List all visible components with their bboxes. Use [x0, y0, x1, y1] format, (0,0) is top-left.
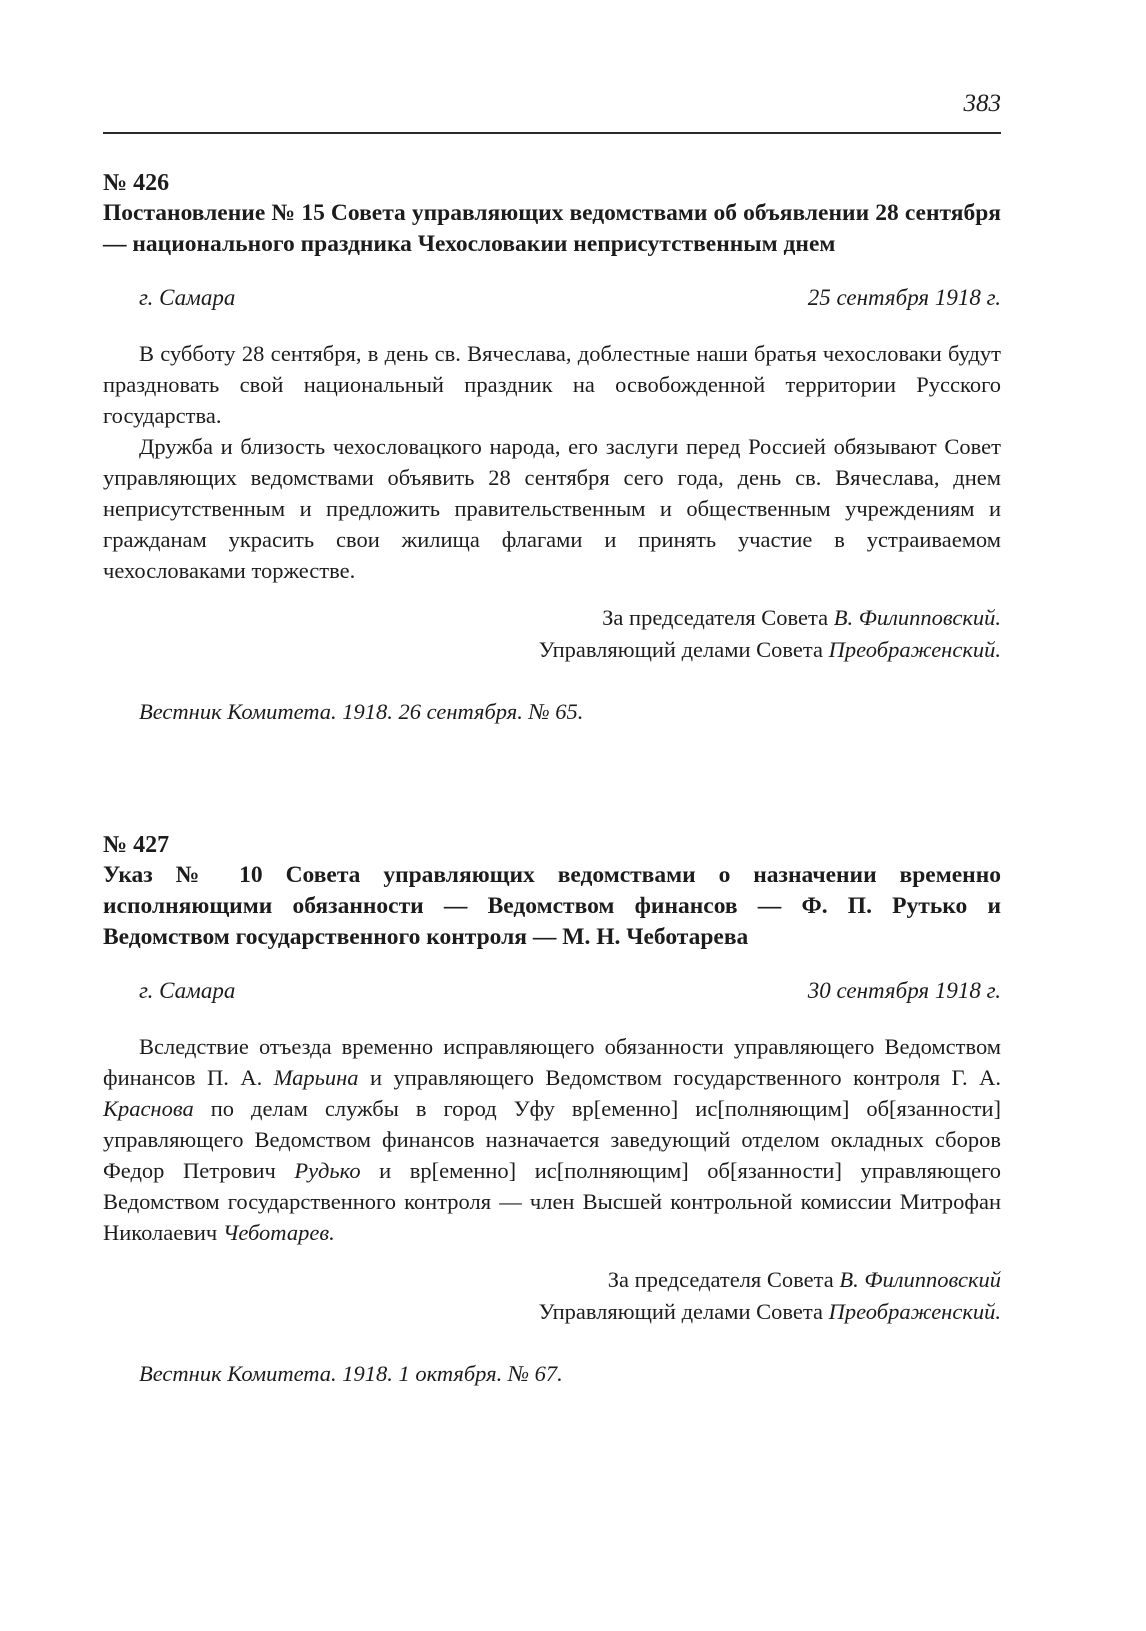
- signature-line: [103, 602, 1001, 634]
- body-paragraph: В субботу 28 сентября, в день св. Вячеслава, доблестные наши братья чехословаки будут праздновать свой национальный праздник на освобожденной территории Русского государства.: [103, 341, 1001, 428]
- source-citation: Вестник Комитета. 1918. 26 сентября. № 65.: [139, 699, 584, 724]
- place-date-line: [103, 975, 1001, 1007]
- book-page: [103, 0, 1001, 1631]
- person-name: Чеботарев.: [222, 1220, 335, 1245]
- signature-name: Преображенский.: [828, 1299, 1001, 1324]
- signature-name: В. Филипповский.: [833, 605, 1001, 630]
- text-run: и управляющего Ведомством государственного контроля Г. А.: [358, 1065, 1001, 1090]
- document-number: № 426: [103, 170, 170, 196]
- document-body: [103, 338, 1001, 586]
- body-paragraph: [103, 1031, 1001, 1248]
- signature-line: [103, 1296, 1001, 1328]
- document-426: [103, 168, 1001, 728]
- person-name: Рудько: [294, 1158, 361, 1183]
- page-number: 383: [963, 90, 1001, 117]
- document-place: г. Самара: [139, 285, 236, 310]
- signature-role: Управляющий делами Совета: [538, 637, 823, 662]
- signature-role: Управляющий делами Совета: [538, 1299, 823, 1324]
- signature-name: Преображенский.: [828, 637, 1001, 662]
- signature-role: За председателя Совета: [602, 605, 829, 630]
- signature-line: [103, 634, 1001, 666]
- signature-block: [103, 1264, 1001, 1328]
- source-citation: Вестник Комитета. 1918. 1 октября. № 67.: [139, 1361, 563, 1386]
- person-name: Марьина: [273, 1065, 359, 1090]
- signature-role: За председателя Совета: [607, 1267, 834, 1292]
- text-run: Вследствие отъезда временно исправляющего обязанности управляющего Ведомством финансов П. А.: [103, 1034, 1001, 1090]
- document-number: № 427: [103, 832, 170, 858]
- document-date: 25 сентября 1918 г.: [807, 285, 1001, 310]
- document-date: 30 сентября 1918 г.: [807, 978, 1001, 1003]
- signature-name: В. Филипповский: [839, 1267, 1001, 1292]
- signature-block: [103, 602, 1001, 666]
- running-head: [103, 88, 1001, 134]
- document-title: Постановление № 15 Совета управляющих ведомствами об объявлении 28 сентября — национального праздника Чехословакии неприсутственным днем: [103, 200, 1001, 257]
- place-date-line: [103, 282, 1001, 314]
- document-body: [103, 1031, 1001, 1248]
- text-run: и вр[еменно] ис[полняющим] об[язанности] управляющего Ведомством государственного контроля — член Высшей контрольной комиссии Митрофан Николаевич: [103, 1158, 1001, 1245]
- body-paragraph: Дружба и близость чехословацкого народа, его заслуги перед Россией обязывают Совет управляющих ведомствами объявить 28 сентября сего года, день св. Вячеслава, днем неприсутственным и предложить правительственным и общественным учреждениям и гражданам украсить свои жилища флагами и принять участие в устраиваемом чехословаками торжестве.: [103, 434, 1001, 583]
- document-place: г. Самара: [139, 978, 236, 1003]
- text-run: по делам службы в город Уфу вр[еменно] ис[полняющим] об[язанности] управляющего Ведомством финансов назначается заведующий отделом окладных сборов Федор Петрович: [103, 1096, 1001, 1183]
- document-title: Указ № 10 Совета управляющих ведомствами о назначении временно исполняющими обязанности — Ведомством финансов — Ф. П. Рутько и Ведомством государственного контроля — М. Н. Чеботарева: [103, 862, 1001, 950]
- document-427: [103, 830, 1001, 1390]
- signature-line: [103, 1264, 1001, 1296]
- person-name: Краснова: [103, 1096, 194, 1121]
